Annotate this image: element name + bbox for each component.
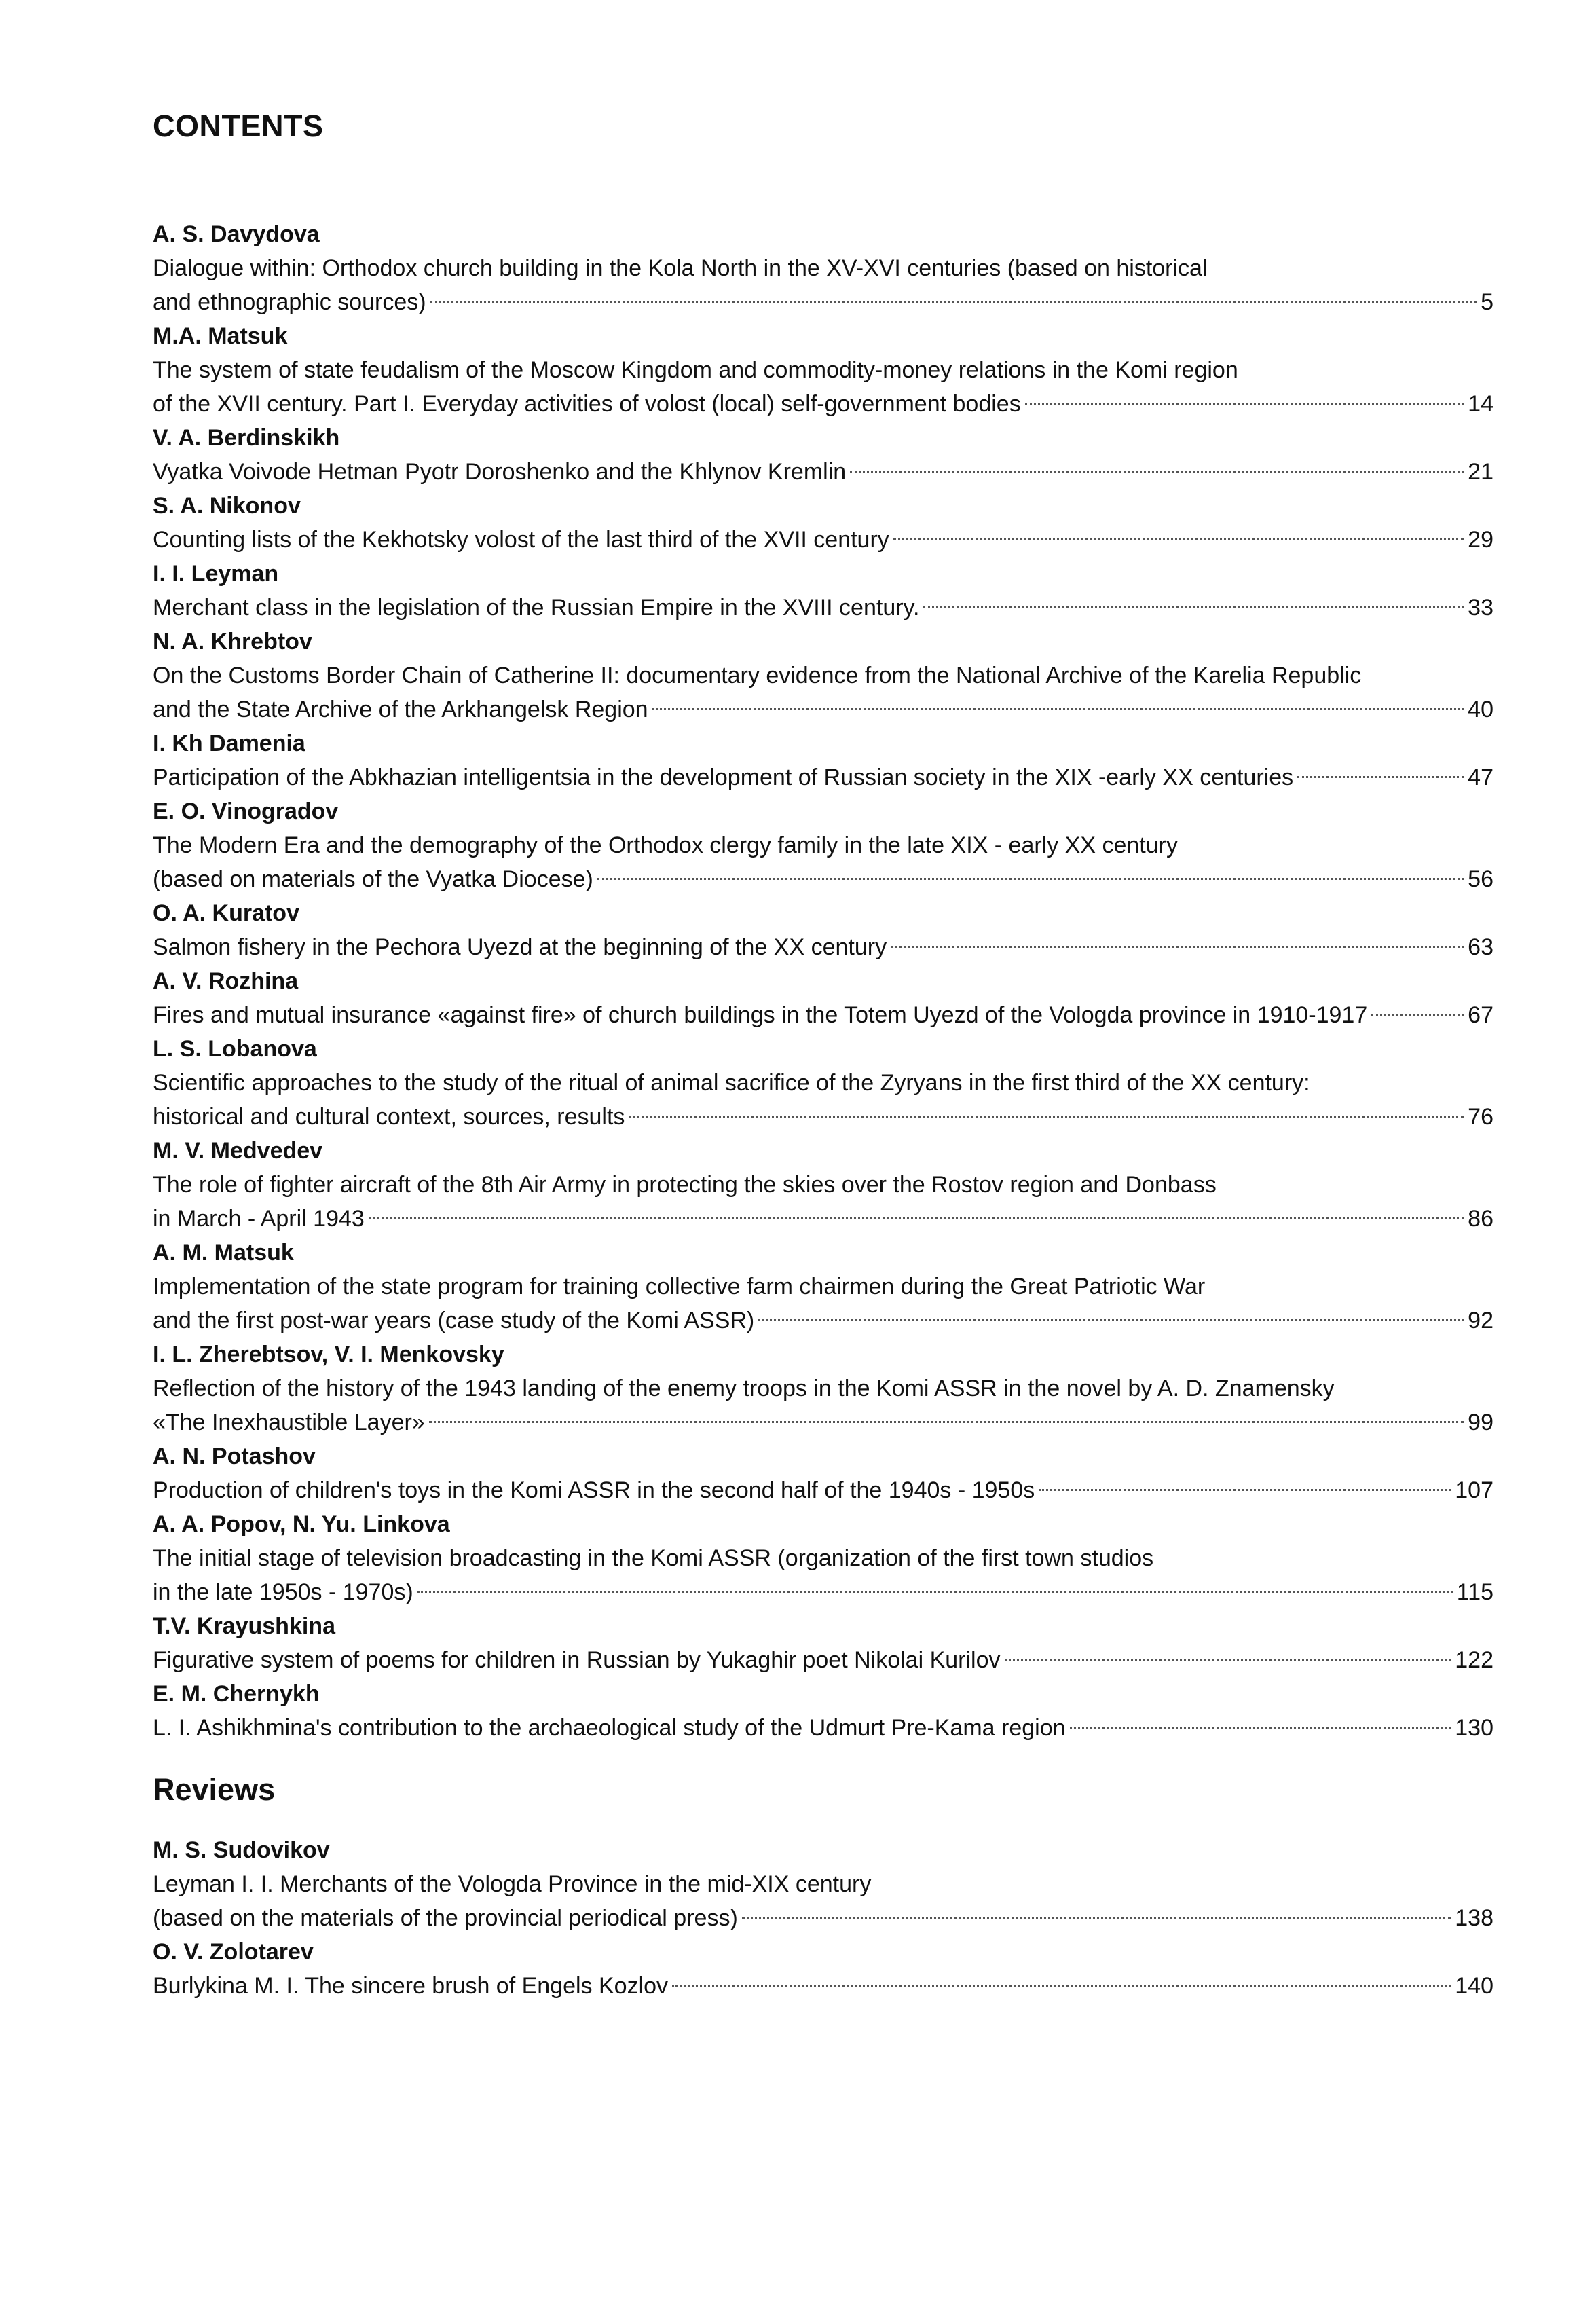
page-number: 92 xyxy=(1468,1308,1493,1333)
dot-leader xyxy=(430,301,1477,303)
contents-list xyxy=(153,217,1493,1745)
entry-title-text: Participation of the Abkhazian intelligentsia in the development of Russian society in the XIX -early XX centuries xyxy=(153,765,1294,790)
entry-title-line xyxy=(153,523,1493,557)
entry-author: L. S. Lobanova xyxy=(153,1036,317,1062)
page-number: 5 xyxy=(1481,289,1493,315)
page-number: 86 xyxy=(1468,1206,1493,1232)
entry-title-line xyxy=(153,1066,1493,1100)
entry-author: A. V. Rozhina xyxy=(153,968,299,994)
dot-leader xyxy=(742,1917,1451,1919)
entry-title-line xyxy=(153,1575,1493,1609)
dot-leader xyxy=(597,878,1464,880)
dot-leader xyxy=(629,1116,1464,1118)
entry-title-text: (based on the materials of the provincial periodical press) xyxy=(153,1905,738,1931)
entry-author: S. A. Nikonov xyxy=(153,493,301,519)
entry-title-text: Merchant class in the legislation of the Russian Empire in the XVIII century. xyxy=(153,595,920,621)
entry-title-line xyxy=(153,1867,1493,1901)
entry-author: O. V. Zolotarev xyxy=(153,1939,314,1965)
entry-author: M. S. Sudovikov xyxy=(153,1837,330,1863)
entry-title-line xyxy=(153,1473,1493,1507)
entry-title-text: in March - April 1943 xyxy=(153,1206,365,1232)
entry-title-line xyxy=(153,285,1493,319)
entry-title-text: and the State Archive of the Arkhangelsk Region xyxy=(153,697,648,722)
entry-author: E. O. Vinogradov xyxy=(153,798,339,824)
reviews-heading: Reviews xyxy=(153,1772,276,1807)
page-number: 21 xyxy=(1468,459,1493,485)
dot-leader xyxy=(1070,1727,1451,1729)
entry-title-line xyxy=(153,1168,1493,1202)
page-number: 140 xyxy=(1455,1973,1493,1999)
dot-leader xyxy=(923,606,1464,608)
entry-author: A. N. Potashov xyxy=(153,1443,316,1469)
entry-title-text: Production of children's toys in the Komi ASSR in the second half of the 1940s - 1950s xyxy=(153,1477,1035,1503)
contents-heading: CONTENTS xyxy=(153,109,324,143)
entry-title-text: On the Customs Border Chain of Catherine II: documentary evidence from the National Archive of the Karelia Republic xyxy=(153,663,1362,688)
entry-title-text: Fires and mutual insurance «against fire» of church buildings in the Totem Uyezd of the Vologda province in 1910-1917 xyxy=(153,1002,1368,1028)
entry-title-text: Salmon fishery in the Pechora Uyezd at the beginning of the XX century xyxy=(153,934,887,960)
dot-leader xyxy=(850,471,1464,473)
entry-title-line xyxy=(153,1371,1493,1405)
dot-leader xyxy=(891,946,1464,948)
entry-title-text: Burlykina M. I. The sincere brush of Engels Kozlov xyxy=(153,1973,669,1999)
entry-title-line xyxy=(153,1100,1493,1134)
page-number: 33 xyxy=(1468,595,1493,621)
entry-title-line xyxy=(153,1901,1493,1935)
entry-title-text: of the XVII century. Part I. Everyday activities of volost (local) self-government bodies xyxy=(153,391,1021,417)
page-number: 40 xyxy=(1468,697,1493,722)
page-number: 122 xyxy=(1455,1647,1493,1673)
entry-title-line xyxy=(153,693,1493,726)
entry-title-line xyxy=(153,387,1493,421)
dot-leader xyxy=(893,538,1464,540)
dot-leader xyxy=(652,708,1464,710)
entry-title-line xyxy=(153,251,1493,285)
entry-title-line xyxy=(153,930,1493,964)
entry-author: A. M. Matsuk xyxy=(153,1240,294,1266)
entry-title-text: historical and cultural context, sources, results xyxy=(153,1104,625,1130)
entry-title-text: Scientific approaches to the study of the ritual of animal sacrifice of the Zyryans in the first third of the XX century: xyxy=(153,1070,1310,1096)
entry-author: I. Kh Damenia xyxy=(153,731,305,756)
entry-title-line xyxy=(153,659,1493,693)
page-number: 138 xyxy=(1455,1905,1493,1931)
dot-leader xyxy=(672,1985,1451,1987)
entry-author: A. A. Popov, N. Yu. Linkova xyxy=(153,1511,450,1537)
entry-title-line xyxy=(153,1643,1493,1677)
dot-leader xyxy=(1039,1489,1451,1491)
entry-author: V. A. Berdinskikh xyxy=(153,425,340,451)
entry-title-text: L. I. Ashikhmina's contribution to the archaeological study of the Udmurt Pre-Kama region xyxy=(153,1715,1066,1741)
entry-title-text: The role of fighter aircraft of the 8th Air Army in protecting the skies over the Rostov region and Donbass xyxy=(153,1172,1217,1198)
entry-title-text: The system of state feudalism of the Moscow Kingdom and commodity-money relations in the Komi region xyxy=(153,357,1238,383)
entry-title-text: The Modern Era and the demography of the Orthodox clergy family in the late XIX - early XX century xyxy=(153,832,1178,858)
entry-title-text: and ethnographic sources) xyxy=(153,289,426,315)
page-number: 76 xyxy=(1468,1104,1493,1130)
entry-title-text: in the late 1950s - 1970s) xyxy=(153,1579,413,1605)
dot-leader xyxy=(1297,776,1464,778)
entry-title-line xyxy=(153,353,1493,387)
entry-title-text: Leyman I. I. Merchants of the Vologda Province in the mid-XIX century xyxy=(153,1871,872,1897)
entry-title-line xyxy=(153,828,1493,862)
entry-title-text: Figurative system of poems for children in Russian by Yukaghir poet Nikolai Kurilov xyxy=(153,1647,1001,1673)
entry-author: T.V. Krayushkina xyxy=(153,1613,335,1639)
entry-title-text: (based on materials of the Vyatka Diocese) xyxy=(153,866,593,892)
entry-title-line xyxy=(153,862,1493,896)
entry-author: E. M. Chernykh xyxy=(153,1681,320,1707)
page-number: 56 xyxy=(1468,866,1493,892)
page-number: 99 xyxy=(1468,1410,1493,1435)
page-number: 29 xyxy=(1468,527,1493,553)
entry-author: A. S. Davydova xyxy=(153,221,320,247)
entry-title-text: The initial stage of television broadcasting in the Komi ASSR (organization of the first town studios xyxy=(153,1545,1154,1571)
page-number: 47 xyxy=(1468,765,1493,790)
page-number: 130 xyxy=(1455,1715,1493,1741)
dot-leader xyxy=(1005,1659,1451,1661)
page-number: 63 xyxy=(1468,934,1493,960)
entry-author: O. A. Kuratov xyxy=(153,900,299,926)
entry-title-line xyxy=(153,1969,1493,2003)
entry-title-text: Reflection of the history of the 1943 landing of the enemy troops in the Komi ASSR in the novel by A. D. Znamensky xyxy=(153,1376,1335,1401)
entry-title-line xyxy=(153,1405,1493,1439)
entry-author: M. V. Medvedev xyxy=(153,1138,323,1164)
entry-title-text: Implementation of the state program for training collective farm chairmen during the Great Patriotic War xyxy=(153,1274,1206,1300)
entry-author: M.A. Matsuk xyxy=(153,323,288,349)
entry-title-line xyxy=(153,1202,1493,1236)
entry-author: I. L. Zherebtsov, V. I. Menkovsky xyxy=(153,1342,504,1367)
entry-author: I. I. Leyman xyxy=(153,561,279,587)
entry-title-text: Counting lists of the Kekhotsky volost of the last third of the XVII century xyxy=(153,527,889,553)
entry-title-text: Vyatka Voivode Hetman Pyotr Doroshenko and the Khlynov Kremlin xyxy=(153,459,847,485)
page-number: 14 xyxy=(1468,391,1493,417)
dot-leader xyxy=(1025,403,1464,405)
entry-title-line xyxy=(153,998,1493,1032)
page-number: 115 xyxy=(1456,1579,1493,1605)
entry-title-text: and the first post-war years (case study of the Komi ASSR) xyxy=(153,1308,755,1333)
entry-title-line xyxy=(153,1541,1493,1575)
entry-title-line xyxy=(153,760,1493,794)
dot-leader xyxy=(1371,1014,1464,1016)
entry-author: N. A. Khrebtov xyxy=(153,629,312,655)
entry-title-line xyxy=(153,1304,1493,1338)
entry-title-line xyxy=(153,1711,1493,1745)
page-number: 67 xyxy=(1468,1002,1493,1028)
entry-title-line xyxy=(153,455,1493,489)
entry-title-text: Dialogue within: Orthodox church building in the Kola North in the XV-XVI centuries (based on historical xyxy=(153,255,1208,281)
reviews-list xyxy=(153,1833,1493,2003)
dot-leader xyxy=(758,1319,1464,1321)
entry-title-line xyxy=(153,1270,1493,1304)
entry-title-line xyxy=(153,591,1493,625)
page-number: 107 xyxy=(1455,1477,1493,1503)
entry-title-text: «The Inexhaustible Layer» xyxy=(153,1410,425,1435)
dot-leader xyxy=(417,1591,1453,1593)
dot-leader xyxy=(369,1217,1464,1219)
dot-leader xyxy=(429,1421,1464,1423)
